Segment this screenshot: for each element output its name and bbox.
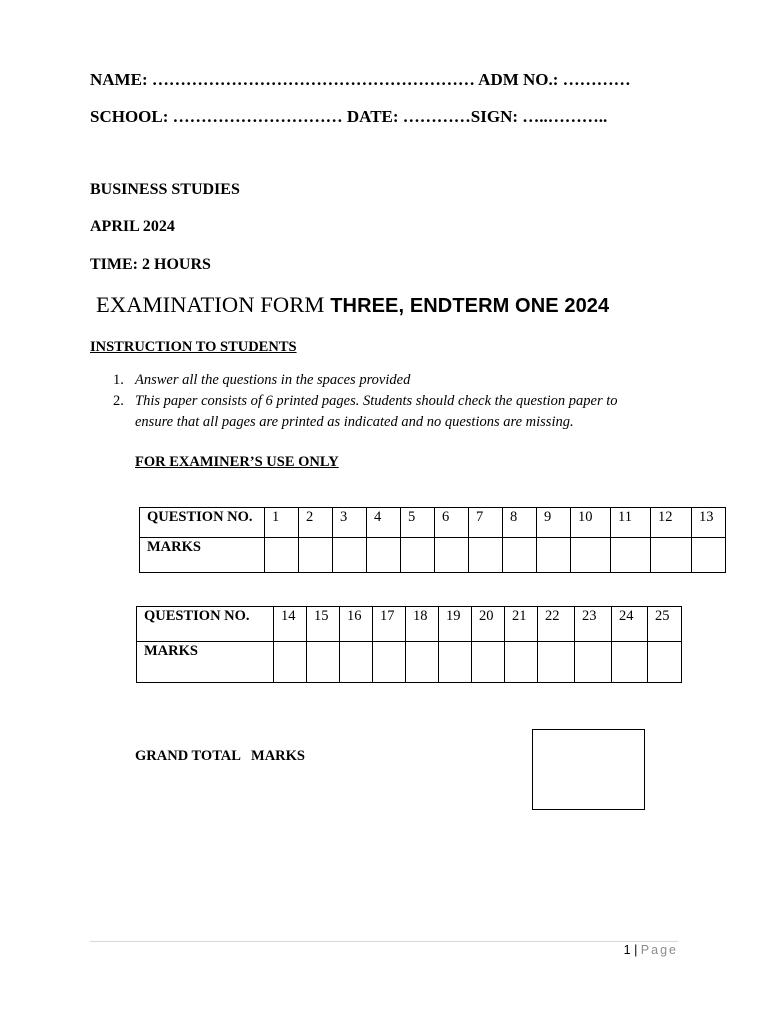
question-number: 23 <box>575 607 612 642</box>
marks-cell[interactable] <box>538 642 575 683</box>
examiner-heading: FOR EXAMINER’S USE ONLY <box>135 454 339 470</box>
marks-cell[interactable] <box>406 642 439 683</box>
page-separator: | <box>634 943 638 957</box>
question-number: 16 <box>340 607 373 642</box>
instructions-heading: INSTRUCTION TO STUDENTS <box>90 339 297 355</box>
subject: BUSINESS STUDIES <box>90 181 240 198</box>
grand-total-box[interactable] <box>532 729 645 810</box>
question-row <box>140 508 726 538</box>
instruction-text: Answer all the questions in the spaces provided <box>135 372 411 388</box>
question-number: 10 <box>571 508 611 538</box>
exam-month: APRIL 2024 <box>90 218 175 235</box>
question-number: 17 <box>373 607 406 642</box>
question-no-label: QUESTION NO. <box>140 508 265 538</box>
marks-cell[interactable] <box>299 538 333 573</box>
question-number: 11 <box>611 508 651 538</box>
question-number: 6 <box>435 508 469 538</box>
grand-total-label: GRAND TOTAL MARKS <box>135 748 305 764</box>
instruction-text: ensure that all pages are printed as indicated and no questions are missing. <box>135 414 574 430</box>
marks-row <box>137 642 682 683</box>
marks-cell[interactable] <box>505 642 538 683</box>
instruction-item <box>113 391 673 433</box>
marks-cell[interactable] <box>340 642 373 683</box>
question-number: 12 <box>651 508 692 538</box>
instructions-list <box>113 370 673 440</box>
marks-cell[interactable] <box>537 538 571 573</box>
question-number: 18 <box>406 607 439 642</box>
question-number: 1 <box>265 508 299 538</box>
marks-table-1 <box>139 507 726 573</box>
marks-cell[interactable] <box>472 642 505 683</box>
question-number: 8 <box>503 508 537 538</box>
question-number: 7 <box>469 508 503 538</box>
page-word: Page <box>640 943 678 957</box>
question-number: 19 <box>439 607 472 642</box>
marks-cell[interactable] <box>692 538 726 573</box>
school-date-sign-line: SCHOOL: ………………………… DATE: …………SIGN: …..……….. <box>90 107 608 126</box>
marks-cell[interactable] <box>571 538 611 573</box>
page-footer <box>624 943 678 957</box>
marks-cell[interactable] <box>612 642 648 683</box>
question-no-label: QUESTION NO. <box>137 607 274 642</box>
question-number: 9 <box>537 508 571 538</box>
question-number: 5 <box>401 508 435 538</box>
marks-cell[interactable] <box>435 538 469 573</box>
instruction-number: 2. <box>113 393 124 409</box>
marks-cell[interactable] <box>651 538 692 573</box>
instruction-text: This paper consists of 6 printed pages. Students should check the question paper to <box>135 393 618 409</box>
marks-label: MARKS <box>137 642 274 683</box>
marks-cell[interactable] <box>648 642 682 683</box>
question-number: 20 <box>472 607 505 642</box>
instruction-item <box>113 370 673 391</box>
exam-title-part2: THREE, ENDTERM ONE 2024 <box>330 295 610 317</box>
marks-cell[interactable] <box>469 538 503 573</box>
marks-cell[interactable] <box>439 642 472 683</box>
question-number: 22 <box>538 607 575 642</box>
exam-title <box>96 292 609 318</box>
page-number: 1 <box>623 943 631 957</box>
marks-cell[interactable] <box>503 538 537 573</box>
question-number: 3 <box>333 508 367 538</box>
question-number: 13 <box>692 508 726 538</box>
marks-cell[interactable] <box>274 642 307 683</box>
marks-cell[interactable] <box>373 642 406 683</box>
exam-title-part1: EXAMINATION FORM <box>96 292 331 317</box>
marks-cell[interactable] <box>307 642 340 683</box>
question-number: 21 <box>505 607 538 642</box>
question-number: 4 <box>367 508 401 538</box>
marks-cell[interactable] <box>401 538 435 573</box>
question-number: 24 <box>612 607 648 642</box>
question-number: 2 <box>299 508 333 538</box>
footer-divider <box>90 941 678 942</box>
question-number: 15 <box>307 607 340 642</box>
name-adm-line: NAME: ………………………………………………… ADM NO.: ………… <box>90 70 631 89</box>
instruction-number: 1. <box>113 372 124 388</box>
question-number: 14 <box>274 607 307 642</box>
marks-table-2 <box>136 606 682 683</box>
marks-cell[interactable] <box>367 538 401 573</box>
exam-time: TIME: 2 HOURS <box>90 256 211 273</box>
marks-cell[interactable] <box>575 642 612 683</box>
marks-row <box>140 538 726 573</box>
marks-cell[interactable] <box>333 538 367 573</box>
question-number: 25 <box>648 607 682 642</box>
marks-cell[interactable] <box>265 538 299 573</box>
marks-cell[interactable] <box>611 538 651 573</box>
marks-label: MARKS <box>140 538 265 573</box>
question-row <box>137 607 682 642</box>
